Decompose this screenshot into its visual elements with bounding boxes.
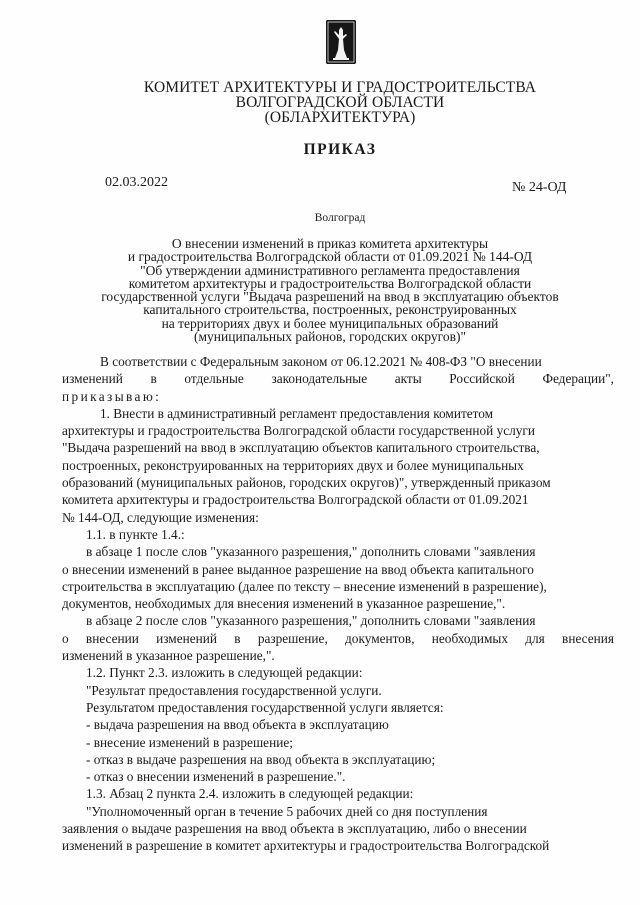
body-line: в абзаце 2 после слов "указанного разрешения," дополнить словами "заявления: [86, 613, 536, 629]
body-line: строительства в эксплуатацию (далее по тексту – внесение изменений в разрешение),: [62, 578, 547, 594]
body-line: образований (муниципальных районов, городских округов)", утвержденный приказом: [62, 475, 551, 491]
subject-line: "Об утверждении административного регламента предоставления: [140, 262, 520, 278]
document-number: № 24-ОД: [512, 180, 567, 195]
document-title: ПРИКАЗ: [303, 141, 377, 158]
subject-line: (муниципальных районов, городских округов)": [194, 329, 466, 345]
body-line: - отказ о внесении изменений в разрешение.".: [86, 769, 346, 785]
body-line: - внесение изменений в разрешение;: [86, 734, 293, 750]
document-date: 02.03.2022: [105, 175, 168, 190]
subject-line: и градостроительства Волгоградской области от 01.09.2021 № 144-ОД: [127, 249, 533, 265]
body-line: - выдача разрешения на ввод объекта в эксплуатацию: [86, 717, 389, 733]
body-line: заявления о выдаче разрешения на ввод объекта в эксплуатацию, либо о внесении: [62, 821, 527, 837]
body-line: изменений в разрешение в комитет архитектуры и градостроительства Волгоградской: [62, 838, 550, 854]
body-line: 1. Внести в административный регламент предоставления комитетом: [100, 405, 494, 421]
body-line: в абзаце 1 после слов "указанного разрешения," дополнить словами "заявления: [86, 544, 536, 560]
body-line: "Результат предоставления государственной услуги.: [86, 682, 382, 698]
body-line: приказываю:: [62, 388, 162, 404]
org-name-line-2: ВОЛГОГРАДСКОЙ ОБЛАСТИ: [235, 94, 445, 111]
document-body: [62, 353, 614, 855]
body-line: изменений в отдельные законодательные акты Российской Федерации",: [62, 371, 614, 387]
subject-line: на территориях двух и более муниципальных образований: [161, 315, 499, 331]
body-line: построенных, реконструированных на территориях двух и более муниципальных: [62, 457, 524, 473]
body-line: о внесении изменений в ранее выданное разрешение на ввод объекта капитального: [62, 561, 534, 577]
body-line: Результатом предоставления государственной услуги является:: [86, 699, 444, 715]
org-name-line-1: КОМИТЕТ АРХИТЕКТУРЫ И ГРАДОСТРОИТЕЛЬСТВА: [143, 79, 537, 96]
body-line: 1.1. в пункте 1.4.:: [86, 526, 185, 542]
body-line: комитета архитектуры и градостроительства Волгоградской области от 01.09.2021: [62, 492, 529, 508]
document-city: Волгоград: [314, 212, 366, 224]
org-name-line-3: (ОБЛАРХИТЕКТУРА): [264, 109, 416, 126]
subject-line: О внесении изменений в приказ комитета архитектуры: [171, 236, 489, 251]
body-line: В соответствии с Федеральным законом от 06.12.2021 № 408-ФЗ "О внесении: [100, 354, 542, 369]
document-subject: [80, 237, 580, 343]
body-line: - отказ в выдаче разрешения на ввод объекта в эксплуатацию;: [86, 751, 436, 767]
body-line: изменений в указанное разрешение,".: [62, 648, 275, 664]
body-line: "Уполномоченный орган в течение 5 рабочих дней со дня поступления: [86, 803, 488, 819]
coat-of-arms-icon: [326, 20, 356, 64]
subject-line: комитетом архитектуры и градостроительства Волгоградской области: [128, 275, 532, 291]
body-line: № 144-ОД, следующие изменения:: [62, 509, 259, 525]
body-line: архитектуры и градостроительства Волгоградской области государственной услуги: [62, 423, 535, 439]
body-line: документов, необходимых для внесения изменений в указанное разрешение,".: [62, 596, 506, 612]
body-line: 1.3. Абзац 2 пункта 2.4. изложить в следующей редакции:: [86, 786, 414, 802]
subject-line: государственной услуги "Выдача разрешений на ввод в эксплуатацию объектов: [101, 289, 559, 305]
body-line: 1.2. Пункт 2.3. изложить в следующей редакции:: [86, 665, 363, 681]
subject-line: капитального строительства, построенных, реконструированных: [143, 302, 517, 318]
body-line: "Выдача разрешений на ввод в эксплуатацию объектов капитального строительства,: [62, 440, 540, 456]
body-line: о внесении изменений в разрешение, документов, необходимых для внесения: [62, 630, 614, 646]
